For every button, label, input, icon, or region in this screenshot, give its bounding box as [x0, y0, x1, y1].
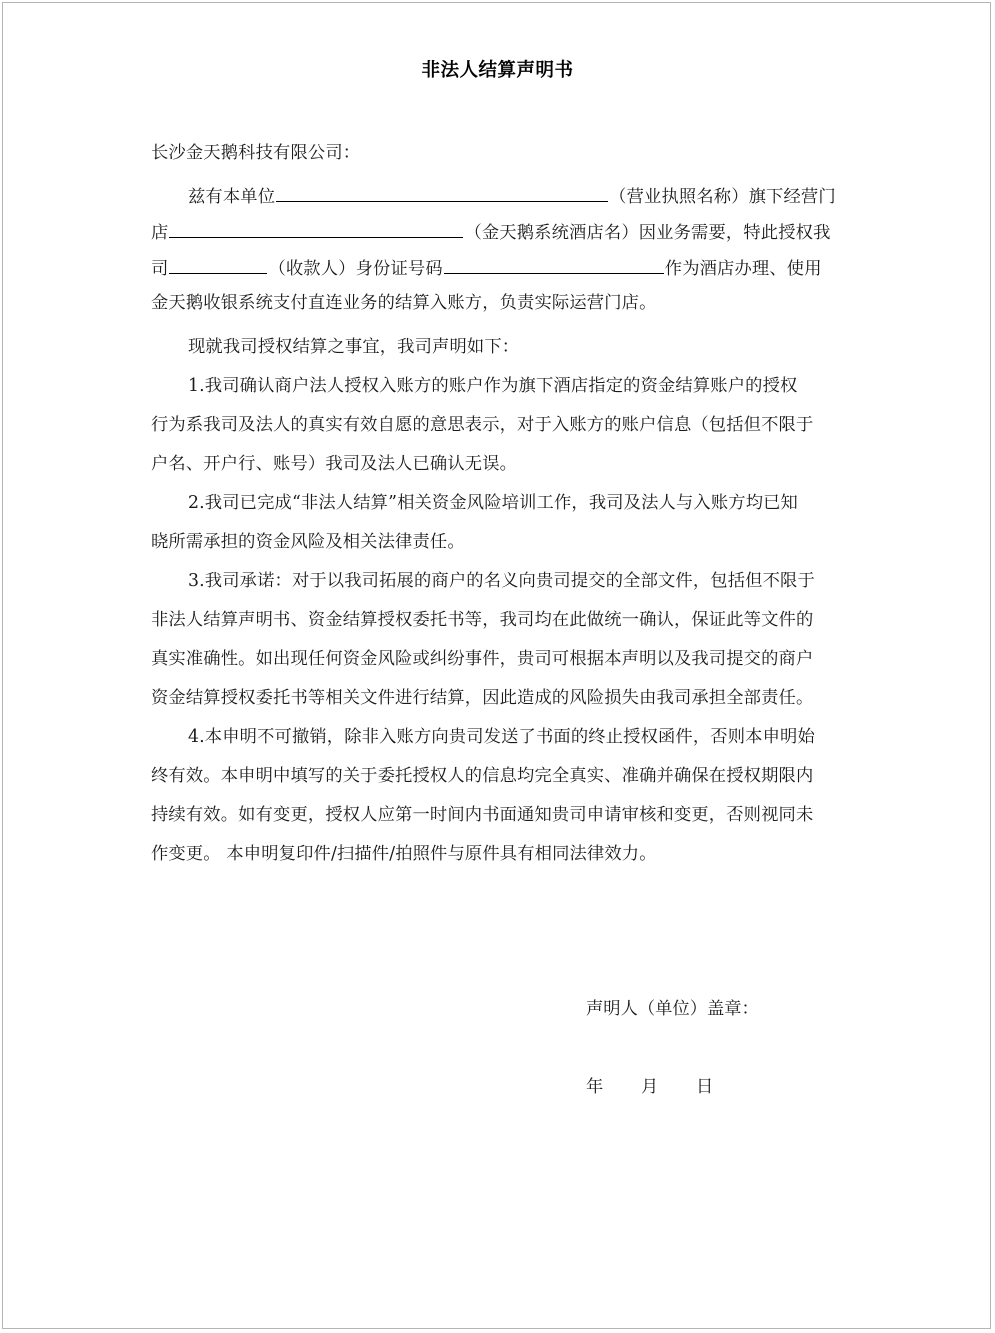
item3-line-2: 非法人结算声明书、资金结算授权委托书等，我司均在此做统一确认，保证此等文件的: [151, 610, 814, 630]
item2-line-1: 2.我司已完成“非法人结算”相关资金风险培训工作，我司及法人与入账方均已知: [188, 493, 798, 513]
intro-l1-post: （营业执照名称）旗下经营门: [609, 187, 836, 207]
intro-l3-pre: 司: [151, 259, 169, 279]
item3-line-4: 资金结算授权委托书等相关文件进行结算，因此造成的风险损失由我司承担全部责任。: [151, 688, 814, 708]
payee-blank[interactable]: [169, 255, 267, 274]
business-license-name-blank[interactable]: [276, 183, 608, 202]
hotel-name-blank[interactable]: [169, 219, 463, 238]
intro-line-3: [151, 255, 822, 281]
item4-line-1: 4.本申明不可撤销，除非入账方向贵司发送了书面的终止授权函件，否则本申明始: [188, 727, 815, 747]
item1-line-1: 1.我司确认商户法人授权入账方的账户作为旗下酒店指定的资金结算账户的授权: [188, 376, 798, 396]
item4-line-4: 作变更。 本申明复印件/扫描件/拍照件与原件具有相同法律效力。: [151, 844, 657, 864]
intro-l2-post: （金天鹅系统酒店名）因业务需要，特此授权我: [464, 223, 831, 243]
intro-l3-mid: （收款人）身份证号码: [268, 259, 443, 279]
intro-line-2: [151, 219, 831, 245]
item3-line-3: 真实准确性。如出现任何资金风险或纠纷事件，贵司可根据本声明以及我司提交的商户: [151, 649, 814, 669]
addressee: 长沙金天鹅科技有限公司：: [151, 143, 361, 163]
signature-label: 声明人（单位）盖章：: [586, 999, 759, 1019]
date-month: 月: [641, 1077, 659, 1097]
date-day: 日: [696, 1077, 714, 1097]
item1-line-2: 行为系我司及法人的真实有效自愿的意思表示，对于入账方的账户信息（包括但不限于: [151, 415, 814, 435]
intro-l2-pre: 店: [151, 223, 169, 243]
intro-l3-post: 作为酒店办理、使用: [664, 259, 822, 279]
document-title: 非法人结算声明书: [421, 60, 574, 81]
intro-line-1: [188, 183, 836, 209]
intro-line-4: 金天鹅收银系统支付直连业务的结算入账方，负责实际运营门店。: [151, 293, 657, 313]
declaration-line: 现就我司授权结算之事宜，我司声明如下：: [188, 337, 520, 357]
item3-line-1: 3.我司承诺：对于以我司拓展的商户的名义向贵司提交的全部文件，包括但不限于: [188, 571, 815, 591]
item4-line-2: 终有效。本申明中填写的关于委托授权人的信息均完全真实、准确并确保在授权期限内: [151, 766, 814, 786]
item1-line-3: 户名、开户行、账号）我司及法人已确认无误。: [151, 454, 518, 474]
id-number-blank[interactable]: [444, 255, 664, 274]
date-year: 年: [586, 1077, 604, 1097]
item4-line-3: 持续有效。如有变更，授权人应第一时间内书面通知贵司申请审核和变更，否则视同未: [151, 805, 814, 825]
item2-line-2: 晓所需承担的资金风险及相关法律责任。: [151, 532, 465, 552]
intro-l1-pre: 兹有本单位: [188, 187, 276, 207]
